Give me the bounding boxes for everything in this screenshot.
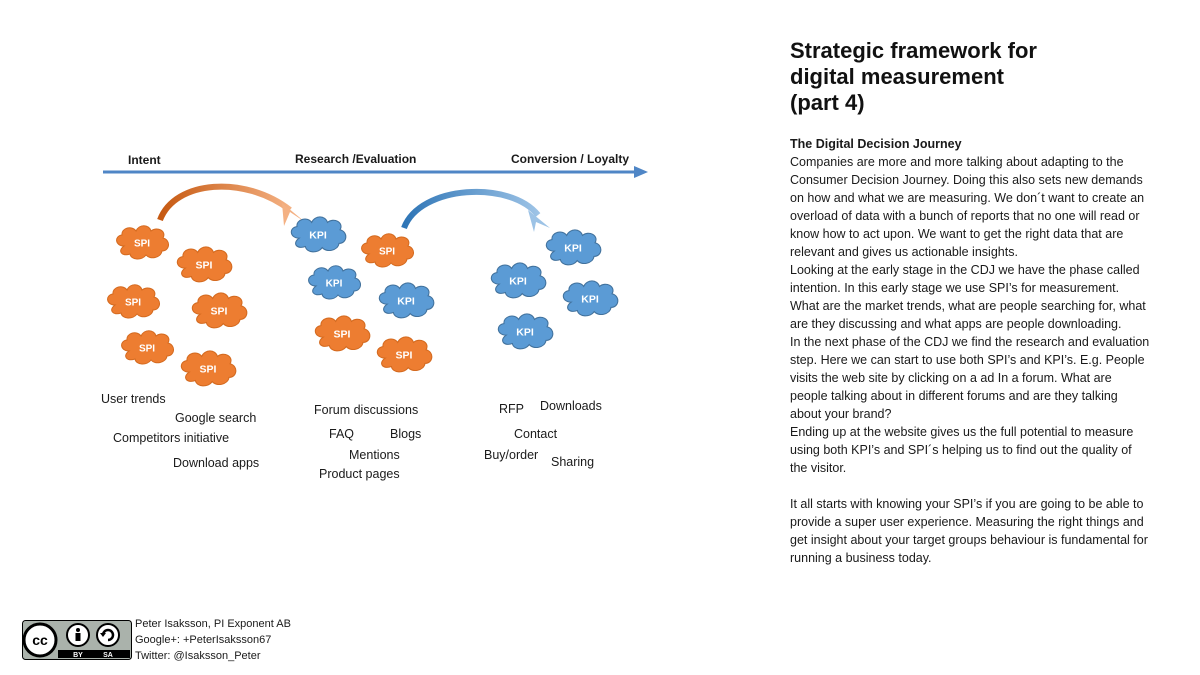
research-term: Mentions xyxy=(349,448,400,462)
spi-cloud-label: SPI xyxy=(378,246,396,258)
phase-conversion: Conversion / Loyalty xyxy=(511,152,630,166)
research-term: Product pages xyxy=(319,467,400,481)
spi-cloud-label: SPI xyxy=(133,238,151,250)
research-term: Forum discussions xyxy=(314,403,419,417)
intent-term: Google search xyxy=(175,411,257,425)
kpi-cloud-label: KPI xyxy=(509,275,527,288)
article-paragraph: Looking at the early stage in the CDJ we have the phase called intention. In this early stage we use SPI’s for measurement. What are the market trends, what are people searching for, what are they discussing and what apps are people downloading. xyxy=(790,263,1146,331)
clouds xyxy=(108,217,618,386)
spi-cloud-label: SPI xyxy=(138,343,156,355)
kpi-cloud xyxy=(498,314,553,349)
credit-twitter: Twitter: @Isaksson_Peter xyxy=(135,650,261,662)
kpi-cloud-label: KPI xyxy=(325,278,343,290)
conversion-term: Downloads xyxy=(540,399,602,413)
intent-term: Download apps xyxy=(173,456,260,470)
article-subtitle: The Digital Decision Journey xyxy=(790,137,962,151)
article-title xyxy=(790,38,1150,116)
timeline-arrow-head xyxy=(634,166,648,178)
title-line: (part 4) xyxy=(790,90,865,115)
spi-cloud-label: SPI xyxy=(199,363,217,376)
intent-term: Competitors initiative xyxy=(113,431,230,445)
title-line: Strategic framework for xyxy=(790,38,1037,63)
research-term: FAQ xyxy=(329,427,355,441)
conversion-term: Sharing xyxy=(551,455,595,469)
author-credit xyxy=(22,618,322,662)
phase-research: Research /Evaluation xyxy=(295,152,417,166)
cc-by-sa-license-icon xyxy=(22,620,132,660)
article-paragraph: Ending up at the website gives us the full potential to measure using both KPI’s and SPI´s helping us to find out the quality of the visitor. xyxy=(790,425,1134,475)
kpi-cloud-label: KPI xyxy=(581,293,599,306)
kpi-cloud-label: KPI xyxy=(309,229,327,242)
phase-intent: Intent xyxy=(128,153,161,167)
research-term: Blogs xyxy=(390,427,422,441)
kpi-cloud xyxy=(291,217,346,252)
conversion-term: Contact xyxy=(514,427,558,441)
kpi-cloud xyxy=(546,230,601,265)
conversion-term: RFP xyxy=(499,402,524,416)
license-by-text: BY xyxy=(73,652,83,659)
spi-cloud xyxy=(377,337,432,372)
kpi-cloud-label: KPI xyxy=(564,242,582,255)
spi-cloud xyxy=(117,226,169,259)
article-paragraph: It all starts with knowing your SPI’s if you are going to be able to provide a super user experience. Measuring the right things and get insight about your target groups behaviour is fundamental for running a business today. xyxy=(790,497,1148,565)
spi-cloud xyxy=(315,316,370,351)
article-paragraph: In the next phase of the CDJ we find the research and evaluation step. Here we can start to use both SPI’s and KPI’s. E.g. People visits the web site by clicking on a ad In a forum. What are people talking about in different forums and are they talking about your brand? xyxy=(790,335,1150,421)
spi-cloud xyxy=(108,285,160,318)
license-sa-text: SA xyxy=(103,652,113,659)
spi-cloud-label: SPI xyxy=(395,349,413,362)
kpi-cloud xyxy=(491,263,546,298)
kpi-cloud-label: KPI xyxy=(397,295,415,308)
research-to-conversion-arrow xyxy=(404,192,538,228)
svg-text:cc: cc xyxy=(32,632,48,648)
spi-cloud-label: SPI xyxy=(210,305,228,318)
kpi-cloud xyxy=(309,266,361,299)
spi-cloud xyxy=(122,331,174,364)
spi-cloud xyxy=(362,234,414,267)
kpi-cloud xyxy=(379,283,434,318)
spi-cloud-label: SPI xyxy=(124,297,142,309)
title-line: digital measurement xyxy=(790,64,1004,89)
spi-cloud-label: SPI xyxy=(333,328,351,341)
spi-cloud xyxy=(192,293,247,328)
conversion-term: Buy/order xyxy=(484,448,539,462)
article xyxy=(790,38,1150,567)
kpi-cloud xyxy=(563,281,618,316)
intent-term: User trends xyxy=(101,392,166,406)
article-body xyxy=(790,153,1150,567)
kpi-cloud-label: KPI xyxy=(516,326,534,339)
intent-to-research-arrow xyxy=(160,187,290,220)
spi-cloud-label: SPI xyxy=(195,259,213,272)
spi-cloud xyxy=(181,351,236,386)
credit-author: Peter Isaksson, PI Exponent AB xyxy=(135,618,291,630)
credit-google-plus: Google+: +PeterIsaksson67 xyxy=(135,634,272,646)
article-paragraph: Companies are more and more talking about adapting to the Consumer Decision Journey. Doing this also sets new demands on how and what we are measuring. We don´t want to create an overload of data with a bunch of reports that no one will read or know how to act upon. We want to get the right data that are relevant and gives us actionable insights. xyxy=(790,155,1145,259)
spi-cloud xyxy=(177,247,232,282)
